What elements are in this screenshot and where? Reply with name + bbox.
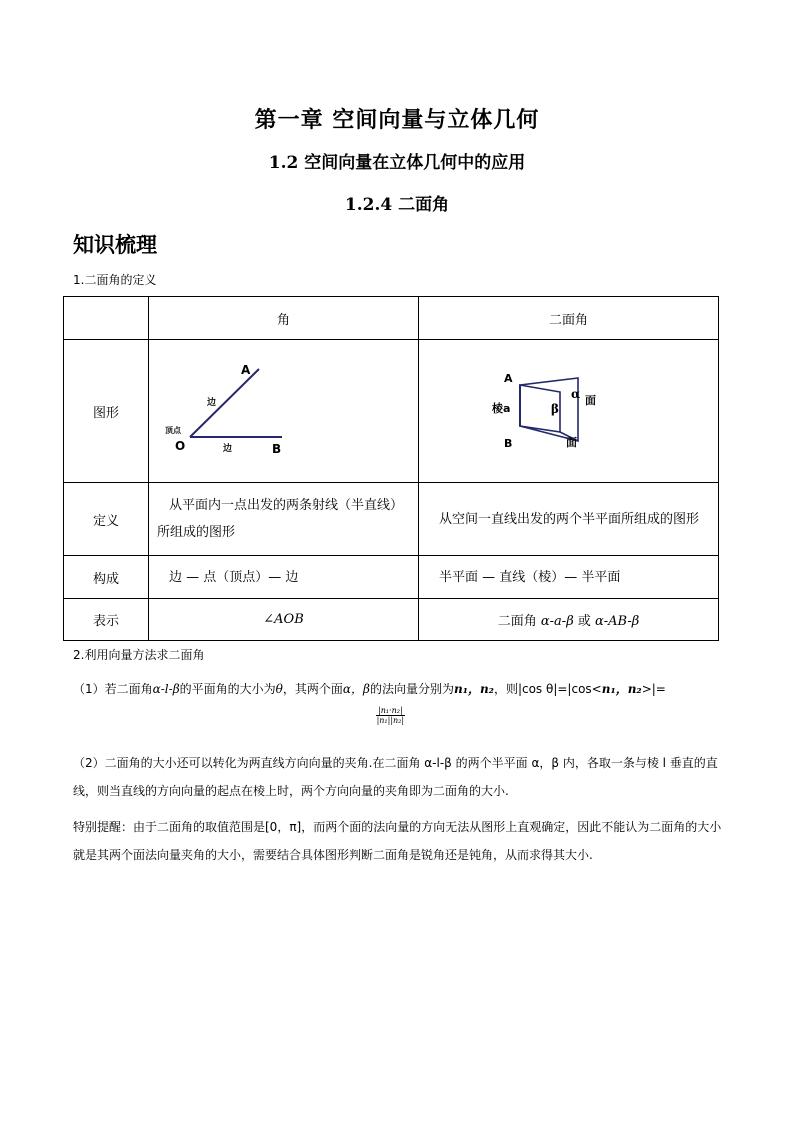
dihedral-label-alpha: α xyxy=(571,387,581,401)
row-label-notation: 表示 xyxy=(64,599,149,641)
angle-label-vertex: 顶点 xyxy=(165,426,181,435)
angle-notation: ∠AOB xyxy=(149,599,419,641)
para1-math-d: θ xyxy=(275,682,283,696)
dihedral-notation xyxy=(419,599,719,641)
angle-composition: 边 — 点（顶点）— 边 xyxy=(149,556,419,599)
row-label-composition: 构成 xyxy=(64,556,149,599)
table-row-definition xyxy=(64,483,719,556)
fraction-denominator: |n₁||n₂| xyxy=(376,716,405,725)
dihedral-label-face2: 面 xyxy=(566,436,577,449)
col-header-dihedral: 二面角 xyxy=(419,297,719,340)
row-label-definition: 定义 xyxy=(64,483,149,556)
dihedral-figure xyxy=(419,340,719,478)
cosine-fraction xyxy=(376,706,405,725)
col-header-angle: 角 xyxy=(149,297,419,340)
section-title: 1.2 空间向量在立体几何中的应用 xyxy=(268,153,526,173)
paragraph-2: （2）二面角的大小还可以转化为两直线方向向量的夹角.在二面角 α-l-β 的两个半平面 α，β 内，各取一条与棱 l 垂直的直线，则当直线的方向向量的起点在棱上时，两个方向向量的夹角即为二面角的大小. xyxy=(73,756,718,798)
subsection-title: 1.2.4 二面角 xyxy=(344,195,450,215)
dihedral-figure-cell xyxy=(419,340,719,483)
angle-label-o: O xyxy=(175,439,186,453)
dihedral-composition: 半平面 — 直线（棱）— 半平面 xyxy=(419,556,719,599)
table-header-row xyxy=(64,297,719,340)
item1-label: 1.二面角的定义 xyxy=(73,273,157,287)
angle-figure-cell xyxy=(149,340,419,483)
para1-text-a: （1）若二面角 xyxy=(73,682,153,696)
chapter-title: 第一章 空间向量与立体几何 xyxy=(254,108,540,133)
table-corner-cell xyxy=(64,297,149,340)
dihedral-notation-b: α-AB-β xyxy=(594,614,640,629)
dihedral-notation-prefix: 二面角 xyxy=(497,614,541,629)
angle-label-edge1: 边 xyxy=(207,398,217,408)
angle-definition: 从平面内一点出发的两条射线（半直线）所组成的图形 xyxy=(149,483,419,556)
para1-text-g: 的法向量分别为 xyxy=(369,682,454,696)
para1-text-j: >|= xyxy=(641,682,666,696)
table-row-notation xyxy=(64,599,719,641)
fraction-numerator: |n₁·n₂| xyxy=(378,706,403,715)
table-row-figure xyxy=(64,340,719,483)
angle-label-b: B xyxy=(272,442,282,456)
item2-label: 2.利用向量方法求二面角 xyxy=(73,648,205,662)
paragraph-1 xyxy=(73,679,733,699)
table-row-composition xyxy=(64,556,719,599)
para1-text-e: ，其两个面 xyxy=(282,682,343,696)
dihedral-definition: 从空间一直线出发的两个半平面所组成的图形 xyxy=(419,483,719,556)
para1-math-b: α-l-β xyxy=(152,682,180,696)
angle-label-edge2: 边 xyxy=(223,444,233,454)
para1-text-i: ，则|cos θ|=|cos< xyxy=(493,682,602,696)
dihedral-notation-or: 或 xyxy=(573,614,595,629)
dihedral-label-a: A xyxy=(504,372,513,385)
angle-figure xyxy=(149,340,419,478)
para1-normals: n₁，n₂ xyxy=(453,682,494,696)
knowledge-heading: 知识梳理 xyxy=(73,233,157,257)
para1-text-c: 的平面角的大小为 xyxy=(179,682,276,696)
angle-label-a: A xyxy=(241,363,251,377)
dihedral-label-edge: 棱a xyxy=(492,402,511,415)
definition-table xyxy=(63,296,719,641)
dihedral-label-face1: 面 xyxy=(585,394,596,407)
dihedral-notation-a: α-a-β xyxy=(540,614,574,629)
paragraph-3: 特别提醒：由于二面角的取值范围是[0，π]，而两个面的法向量的方向无法从图形上直观确定，因此不能认为二面角的大小就是其两个面法向量夹角的大小，需要结合具体图形判断二面角是锐角还是钝角，从而求得其大小. xyxy=(73,820,722,862)
para1-normal-pair: n₁，n₂ xyxy=(601,682,642,696)
row-label-figure: 图形 xyxy=(64,340,149,483)
dihedral-label-b: B xyxy=(504,437,513,450)
para1-math-f: α，β xyxy=(342,682,370,696)
dihedral-label-beta: β xyxy=(551,402,559,416)
